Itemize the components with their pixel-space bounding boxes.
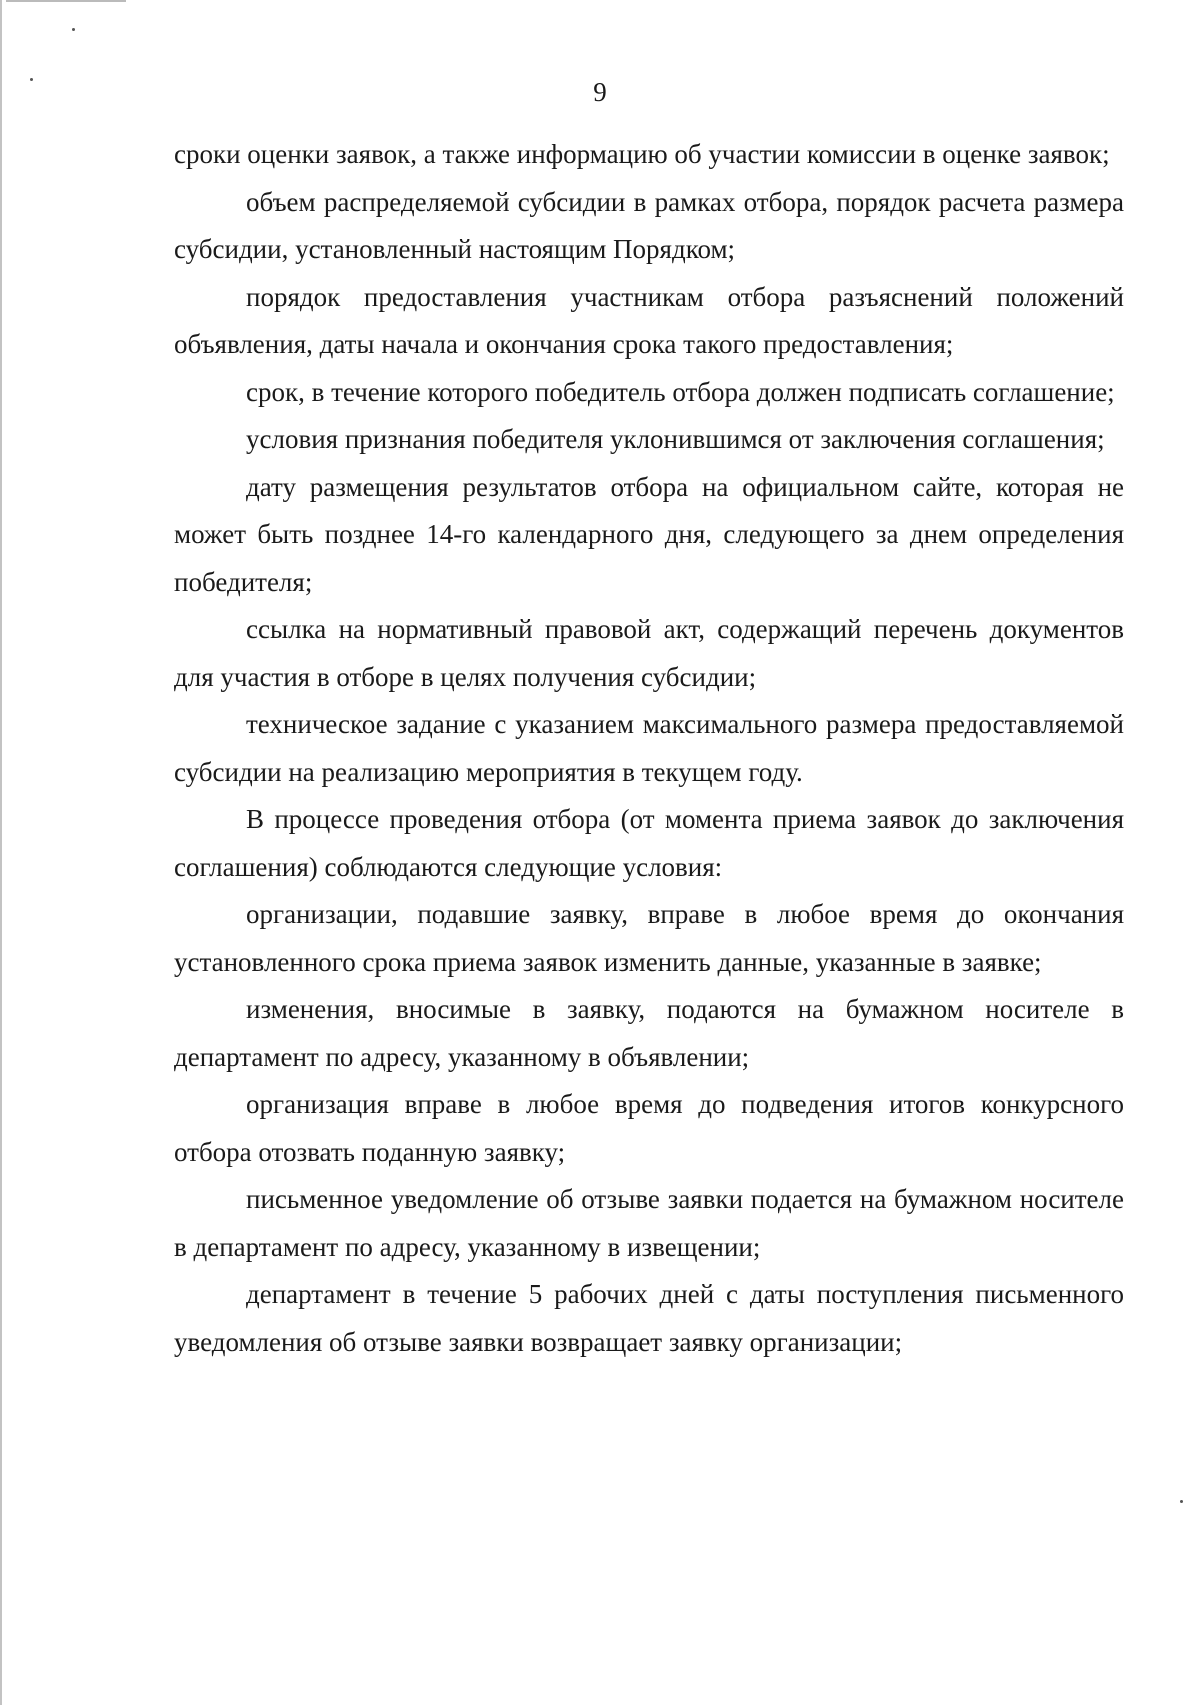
paragraph: объем распределяемой субсидии в рамках отбора, порядок расчета размера субсидии, установленный настоящим Порядком; [174,186,1124,264]
page-number: 9 [593,77,607,107]
paragraph: порядок предоставления участникам отбора разъяснений положений объявления, даты начала и окончания срока такого предоставления; [174,281,1124,359]
paragraph: дату размещения результатов отбора на официальном сайте, которая не может быть позднее 14-го календарного дня, следующего за днем определения победителя; [174,471,1124,597]
scan-edge-line [0,0,2,1705]
paragraph: организации, подавшие заявку, вправе в любое время до окончания установленного срока приема заявок изменить данные, указанные в заявке; [174,899,1124,977]
paragraph: срок, в течение которого победитель отбора должен подписать соглашение; [246,376,1115,407]
paragraph: письменное уведомление об отзыве заявки подается на бумажном носителе в департамент по адресу, указанному в извещении; [174,1184,1124,1262]
paragraph: условия признания победителя уклонившимся от заключения соглашения; [246,424,1105,454]
paragraph: сроки оценки заявок, а также информацию об участии комиссии в оценке заявок; [174,139,1110,169]
paragraph: организация вправе в любое время до подведения итогов конкурсного отбора отозвать поданную заявку; [174,1089,1124,1167]
paragraph: ссылка на нормативный правовой акт, содержащий перечень документов для участия в отборе в целях получения субсидии; [174,614,1124,692]
paragraph: департамент в течение 5 рабочих дней с даты поступления письменного уведомления об отзыве заявки возвращает заявку организации; [174,1279,1124,1357]
scan-speck [72,28,75,31]
paragraph: техническое задание с указанием максимального размера предоставляемой субсидии на реализацию мероприятия в текущем году. [174,709,1124,787]
scan-top-mark [6,0,126,2]
paragraph: В процессе проведения отбора (от момента приема заявок до заключения соглашения) соблюдаются следующие условия: [174,804,1124,882]
scan-speck [1180,1500,1183,1503]
paragraph: изменения, вносимые в заявку, подаются на бумажном носителе в департамент по адресу, указанному в объявлении; [174,994,1124,1072]
document-body [174,131,1124,1366]
